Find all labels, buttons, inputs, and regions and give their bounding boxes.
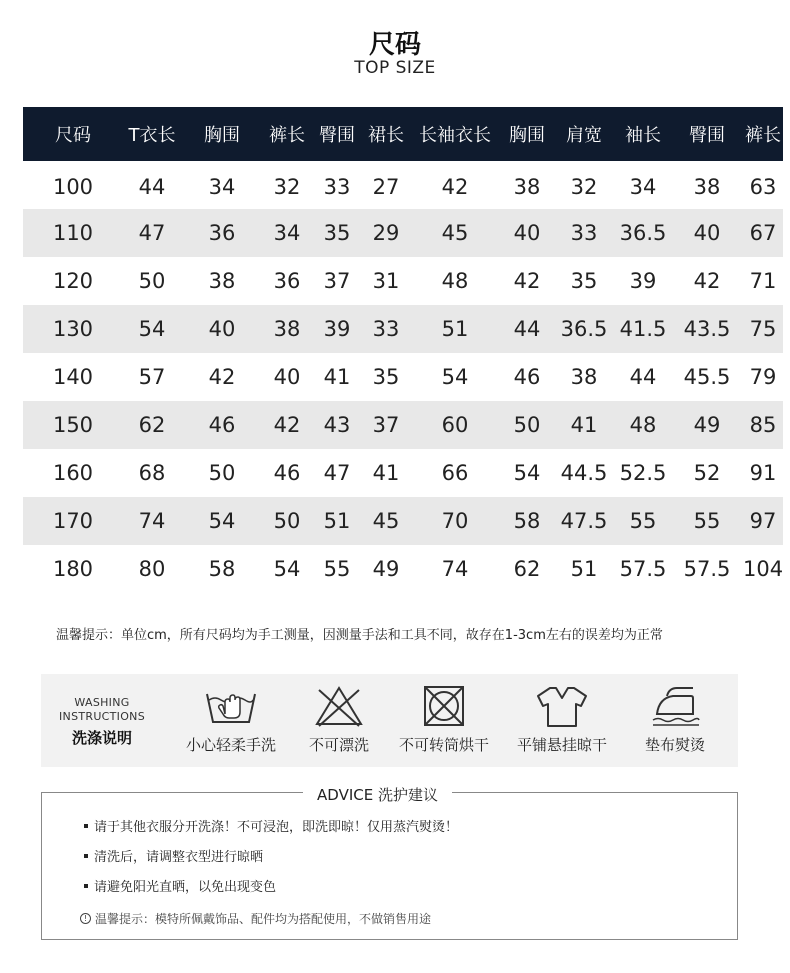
table-cell: 47 bbox=[323, 461, 351, 485]
table-cell: 52.5 bbox=[619, 461, 667, 485]
table-cell: 39 bbox=[323, 317, 351, 341]
wash-label-2: 不可转筒烘干 bbox=[398, 736, 489, 754]
hand-wash-icon bbox=[203, 684, 259, 728]
table-cell: 43.5 bbox=[683, 317, 731, 341]
table-cell: 74 bbox=[441, 557, 469, 581]
table-cell: 67 bbox=[749, 221, 777, 245]
table-cell: 57.5 bbox=[683, 557, 731, 581]
column-header: T衣长 bbox=[128, 125, 176, 146]
table-cell: 75 bbox=[749, 317, 777, 341]
table-cell: 50 bbox=[138, 269, 166, 293]
washing-title-cn: 洗涤说明 bbox=[71, 729, 132, 747]
table-cell: 54 bbox=[441, 365, 469, 389]
table-cell: 180 bbox=[52, 557, 94, 581]
table-cell: 40 bbox=[273, 365, 301, 389]
table-cell: 45.5 bbox=[683, 365, 731, 389]
column-header: 臀围 bbox=[689, 125, 725, 146]
advice-item-text: 请于其他衣服分开洗涤！不可浸泡，即洗即晾！仅用蒸汽熨烫！ bbox=[94, 820, 459, 835]
advice-item bbox=[84, 820, 458, 850]
size-table bbox=[23, 107, 783, 593]
table-cell: 45 bbox=[441, 221, 469, 245]
advice-item-text: 清洗后，请调整衣型进行晾晒 bbox=[94, 850, 264, 865]
wash-label-0: 小心轻柔手洗 bbox=[185, 736, 276, 754]
table-cell: 51 bbox=[323, 509, 351, 533]
column-header: 袖长 bbox=[625, 125, 661, 146]
footnote-text: 温馨提示：模特所佩戴饰品、配件均为搭配使用，不做销售用途 bbox=[95, 912, 432, 926]
table-cell: 71 bbox=[749, 269, 777, 293]
hang-dry-icon bbox=[534, 684, 590, 728]
table-cell: 42 bbox=[693, 269, 721, 293]
table-cell: 38 bbox=[513, 175, 541, 199]
page-title: 尺码 bbox=[368, 30, 421, 60]
wash-label-3: 平铺悬挂晾干 bbox=[516, 736, 607, 754]
table-cell: 104 bbox=[743, 557, 784, 581]
table-cell: 42 bbox=[441, 175, 469, 199]
table-cell: 97 bbox=[749, 509, 777, 533]
info-icon: ! bbox=[80, 913, 91, 924]
table-cell: 130 bbox=[52, 317, 94, 341]
table-cell: 38 bbox=[570, 365, 598, 389]
table-cell: 27 bbox=[372, 175, 400, 199]
washing-heading bbox=[41, 696, 163, 748]
table-cell: 55 bbox=[629, 509, 657, 533]
table-cell: 34 bbox=[208, 175, 236, 199]
advice-title: ADVICE 洗护建议 bbox=[317, 786, 438, 804]
table-cell: 48 bbox=[441, 269, 469, 293]
table-cell: 48 bbox=[629, 413, 657, 437]
table-row bbox=[23, 161, 783, 209]
no-bleach-icon bbox=[311, 684, 367, 728]
table-cell: 57.5 bbox=[619, 557, 667, 581]
table-cell: 44.5 bbox=[560, 461, 608, 485]
wash-item-no-tumble-dry bbox=[384, 684, 504, 755]
measurement-notice: 温馨提示：单位cm，所有尺码均为手工测量，因测量手法和工具不同，故存在1-3cm左右的误差均为正常 bbox=[56, 628, 663, 643]
table-cell: 60 bbox=[441, 413, 469, 437]
page-subtitle: TOP SIZE bbox=[354, 58, 436, 78]
table-cell: 52 bbox=[693, 461, 721, 485]
table-cell: 36.5 bbox=[619, 221, 667, 245]
table-cell: 46 bbox=[513, 365, 541, 389]
table-cell: 44 bbox=[138, 175, 166, 199]
table-cell: 37 bbox=[323, 269, 351, 293]
table-cell: 35 bbox=[323, 221, 351, 245]
column-header: 裤长 bbox=[745, 125, 781, 146]
advice-item bbox=[84, 850, 458, 880]
table-row bbox=[23, 257, 783, 305]
table-cell: 42 bbox=[208, 365, 236, 389]
table-cell: 38 bbox=[693, 175, 721, 199]
wash-item-hang-dry bbox=[502, 684, 622, 755]
table-cell: 50 bbox=[273, 509, 301, 533]
table-cell: 40 bbox=[693, 221, 721, 245]
column-header: 裙长 bbox=[368, 125, 404, 146]
table-cell: 41 bbox=[323, 365, 351, 389]
table-cell: 31 bbox=[372, 269, 400, 293]
column-header: 尺码 bbox=[55, 125, 91, 146]
table-cell: 42 bbox=[273, 413, 301, 437]
table-row bbox=[23, 449, 783, 497]
table-cell: 29 bbox=[372, 221, 400, 245]
table-cell: 46 bbox=[208, 413, 236, 437]
table-cell: 66 bbox=[441, 461, 469, 485]
table-cell: 42 bbox=[513, 269, 541, 293]
column-header: 胸围 bbox=[204, 125, 240, 146]
table-cell: 57 bbox=[138, 365, 166, 389]
table-cell: 55 bbox=[693, 509, 721, 533]
advice-item-text: 请避免阳光直晒，以免出现变色 bbox=[94, 880, 277, 895]
table-cell: 100 bbox=[52, 175, 94, 199]
bullet bbox=[84, 824, 88, 828]
table-cell: 45 bbox=[372, 509, 400, 533]
wash-item-hand-wash bbox=[171, 684, 291, 755]
table-cell: 43 bbox=[323, 413, 351, 437]
no-tumble-dry-icon bbox=[416, 684, 472, 728]
bullet bbox=[84, 854, 88, 858]
table-row bbox=[23, 497, 783, 545]
table-cell: 32 bbox=[273, 175, 301, 199]
table-cell: 54 bbox=[273, 557, 301, 581]
table-cell: 41 bbox=[372, 461, 400, 485]
column-header: 裤长 bbox=[269, 125, 305, 146]
table-cell: 55 bbox=[323, 557, 351, 581]
column-header: 长袖衣长 bbox=[419, 125, 491, 146]
table-cell: 50 bbox=[208, 461, 236, 485]
wash-label-1: 不可漂洗 bbox=[308, 736, 369, 754]
table-cell: 39 bbox=[629, 269, 657, 293]
table-cell: 54 bbox=[138, 317, 166, 341]
table-cell: 33 bbox=[570, 221, 598, 245]
table-cell: 49 bbox=[693, 413, 721, 437]
table-row bbox=[23, 305, 783, 353]
table-cell: 50 bbox=[513, 413, 541, 437]
table-cell: 54 bbox=[513, 461, 541, 485]
washing-title-en-1: WASHING bbox=[74, 696, 130, 709]
table-cell: 47 bbox=[138, 221, 166, 245]
advice-list bbox=[84, 820, 458, 910]
table-cell: 41 bbox=[570, 413, 598, 437]
table-cell: 36 bbox=[208, 221, 236, 245]
table-cell: 32 bbox=[570, 175, 598, 199]
table-cell: 150 bbox=[52, 413, 94, 437]
table-cell: 35 bbox=[372, 365, 400, 389]
table-cell: 62 bbox=[138, 413, 166, 437]
table-cell: 58 bbox=[513, 509, 541, 533]
table-cell: 36.5 bbox=[560, 317, 608, 341]
table-cell: 44 bbox=[513, 317, 541, 341]
advice-footnote bbox=[80, 910, 431, 927]
table-cell: 54 bbox=[208, 509, 236, 533]
table-cell: 91 bbox=[749, 461, 777, 485]
table-cell: 51 bbox=[441, 317, 469, 341]
column-header: 胸围 bbox=[509, 125, 545, 146]
table-cell: 80 bbox=[138, 557, 166, 581]
washing-instructions-panel bbox=[41, 674, 738, 767]
table-cell: 49 bbox=[372, 557, 400, 581]
table-cell: 40 bbox=[208, 317, 236, 341]
wash-label-4: 垫布熨烫 bbox=[644, 736, 705, 754]
table-cell: 36 bbox=[273, 269, 301, 293]
table-cell: 58 bbox=[208, 557, 236, 581]
table-cell: 38 bbox=[273, 317, 301, 341]
iron-with-cloth-icon bbox=[647, 684, 703, 728]
table-cell: 120 bbox=[52, 269, 94, 293]
table-cell: 74 bbox=[138, 509, 166, 533]
table-row bbox=[23, 353, 783, 401]
table-cell: 41.5 bbox=[619, 317, 667, 341]
table-cell: 33 bbox=[323, 175, 351, 199]
table-cell: 160 bbox=[52, 461, 94, 485]
table-cell: 79 bbox=[749, 365, 777, 389]
table-cell: 33 bbox=[372, 317, 400, 341]
table-cell: 68 bbox=[138, 461, 166, 485]
table-cell: 40 bbox=[513, 221, 541, 245]
column-header: 肩宽 bbox=[566, 125, 602, 146]
advice-item bbox=[84, 880, 458, 910]
table-cell: 37 bbox=[372, 413, 400, 437]
table-cell: 34 bbox=[273, 221, 301, 245]
table-cell: 63 bbox=[749, 175, 777, 199]
bullet bbox=[84, 884, 88, 888]
table-cell: 46 bbox=[273, 461, 301, 485]
table-cell: 110 bbox=[52, 221, 94, 245]
table-cell: 170 bbox=[52, 509, 94, 533]
table-cell: 140 bbox=[52, 365, 94, 389]
table-cell: 35 bbox=[570, 269, 598, 293]
table-cell: 47.5 bbox=[560, 509, 608, 533]
table-cell: 51 bbox=[570, 557, 598, 581]
table-row bbox=[23, 209, 783, 257]
wash-item-no-bleach bbox=[279, 684, 399, 755]
table-row bbox=[23, 401, 783, 449]
table-cell: 62 bbox=[513, 557, 541, 581]
size-table-header bbox=[23, 107, 783, 161]
table-cell: 38 bbox=[208, 269, 236, 293]
table-row bbox=[23, 545, 783, 593]
wash-item-iron-with-cloth bbox=[615, 684, 735, 755]
column-header: 臀围 bbox=[319, 125, 355, 146]
washing-title-en-2: INSTRUCTIONS bbox=[59, 710, 145, 723]
table-cell: 70 bbox=[441, 509, 469, 533]
table-cell: 34 bbox=[629, 175, 657, 199]
table-cell: 85 bbox=[749, 413, 777, 437]
table-cell: 44 bbox=[629, 365, 657, 389]
